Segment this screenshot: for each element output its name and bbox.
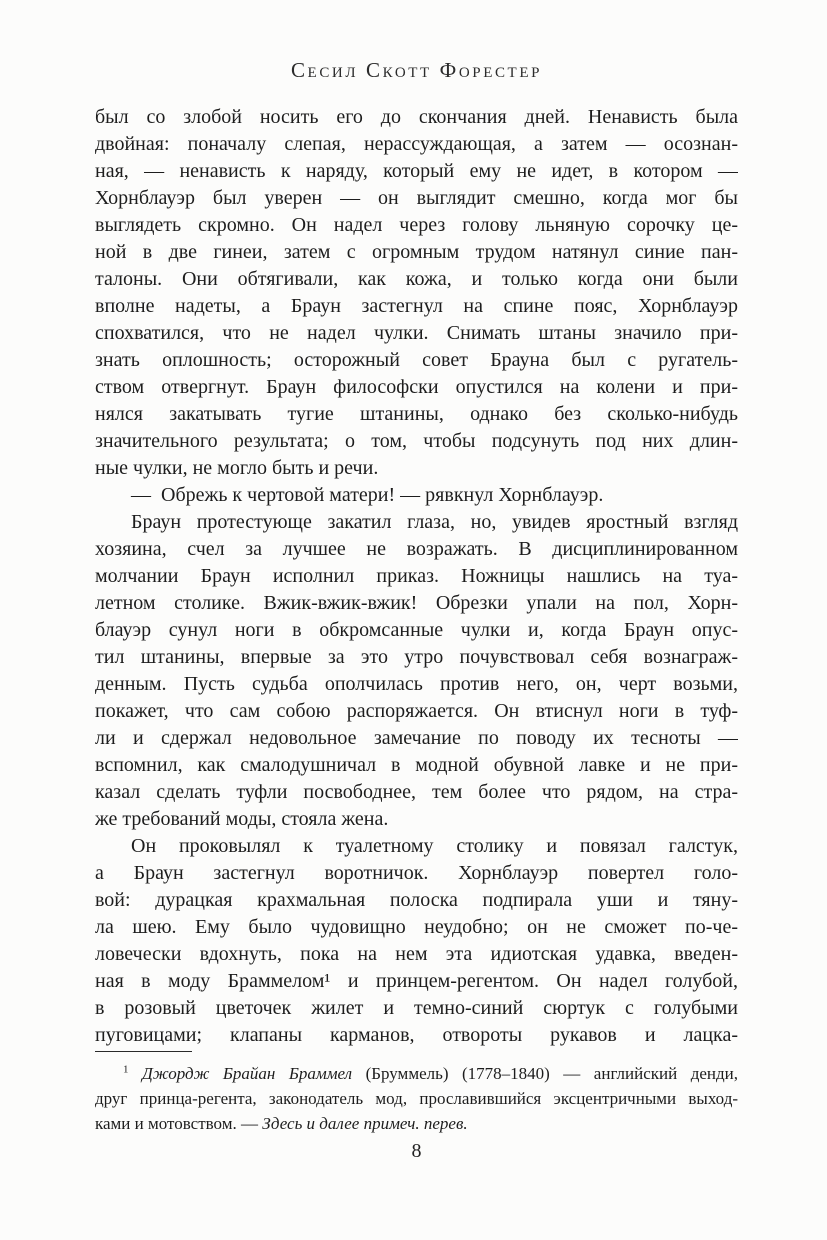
- body-line: вполне надеты, а Браун застегнул на спине пояс, Хорнблауэр: [95, 295, 738, 317]
- body-line: — Обрежь к чертовой матери! — рявкнул Хорнблауэр.: [131, 484, 604, 506]
- body-line: спохватился, что не надел чулки. Снимать штаны значило при-: [95, 322, 738, 344]
- body-line: ные чулки, не могло быть и речи.: [95, 457, 379, 479]
- body-line: летном столике. Вжик-вжик-вжик! Обрезки упали на пол, Хорн-: [95, 592, 738, 614]
- body-line: же требований моды, стояла жена.: [95, 808, 389, 830]
- body-line: нялся закатывать тугие штанины, однако без сколько-нибудь: [95, 403, 738, 425]
- body-line: казал сделать туфли посвободнее, тем более что рядом, на стра-: [95, 781, 738, 803]
- body-line: ная в моду Браммелом¹ и принцем-регентом. Он надел голубой,: [95, 970, 738, 992]
- body-line: значительного результата; о том, чтобы подсунуть под них длин-: [95, 430, 738, 452]
- footnote-text-segment: ками и мотовством. —: [95, 1114, 263, 1133]
- body-line: двойная: поначалу слепая, нерассуждающая, а затем — осознан-: [95, 133, 738, 155]
- body-line: покажет, что сам собою распоряжается. Он втиснул ноги в туф-: [95, 700, 738, 722]
- body-line: хозяина, счел за лучшее не возражать. В дисциплинированном: [95, 538, 738, 560]
- body-line: знать оплошность; осторожный совет Брауна был с ругатель-: [95, 349, 738, 371]
- footnote-text-segment: Джордж Брайан Браммел: [142, 1064, 353, 1083]
- body-line: был со злобой носить его до скончания дней. Ненависть была: [95, 106, 738, 128]
- body-line: а Браун застегнул воротничок. Хорнблауэр повертел голо-: [95, 862, 738, 884]
- footnote-line: [95, 1111, 738, 1136]
- body-line: вспомнил, как смалодушничал в модной обувной лавке и не при-: [95, 754, 738, 776]
- body-line: ная, — ненависть к наряду, который ему не идет, в котором —: [95, 160, 738, 182]
- body-line: талоны. Они обтягивали, как кожа, и только когда они были: [95, 268, 738, 290]
- body-line: Браун протестующе закатил глаза, но, увидев яростный взгляд: [131, 511, 738, 533]
- footnote-line: [95, 1086, 738, 1111]
- body-line: молчании Браун исполнил приказ. Ножницы нашлись на туа-: [95, 565, 738, 587]
- footnote-line: [95, 1061, 738, 1086]
- body-line: ной в две гинеи, затем с огромным трудом натянул синие пан-: [95, 241, 738, 263]
- footnote-text-segment: друг принца-регента, законодатель мод, прославившийся эксцентричными выход-: [95, 1089, 738, 1108]
- page-number: 8: [411, 1140, 422, 1162]
- body-line: в розовый цветочек жилет и темно-синий сюртук с голубыми: [95, 997, 738, 1019]
- body-line: денным. Пусть судьба ополчилась против него, он, черт возьми,: [95, 673, 738, 695]
- footnote-divider: [95, 1051, 192, 1052]
- body-line: ством отвергнут. Браун философски опустился на колени и при-: [95, 376, 738, 398]
- footnote-text-segment: Здесь и далее примеч. перев.: [262, 1114, 468, 1133]
- body-line: тил штанины, впервые за это утро почувствовал себя вознаграж-: [95, 646, 738, 668]
- running-header-author: Сесил Скотт Форестер: [290, 58, 543, 82]
- footnote-marker: 1: [123, 1063, 129, 1076]
- body-line: ли и сдержал недовольное замечание по поводу их тесноты —: [95, 727, 738, 749]
- body-line: Он проковылял к туалетному столику и повязал галстук,: [131, 835, 738, 857]
- body-line: ловечески вдохнуть, пока на нем эта идиотская удавка, введен-: [95, 943, 738, 965]
- body-line: вой: дурацкая крахмальная полоска подпирала уши и тяну-: [95, 889, 738, 911]
- body-line: блауэр сунул ноги в обкромсанные чулки и, когда Браун опус-: [95, 619, 738, 641]
- footnote: [95, 1061, 738, 1136]
- body-line: выглядеть скромно. Он надел через голову льняную сорочку це-: [95, 214, 738, 236]
- footnote-text-segment: [129, 1064, 143, 1083]
- body-line: ла шею. Ему было чудовищно неудобно; он не сможет по-че-: [95, 916, 738, 938]
- footnote-text-segment: (Бруммель) (1778–1840) — английский денди,: [352, 1064, 738, 1083]
- body-line: пуговицами; клапаны карманов, отвороты рукавов и лацка-: [95, 1024, 738, 1046]
- body-line: Хорнблауэр был уверен — он выглядит смешно, когда мог бы: [95, 187, 738, 209]
- body-text: [95, 104, 738, 1049]
